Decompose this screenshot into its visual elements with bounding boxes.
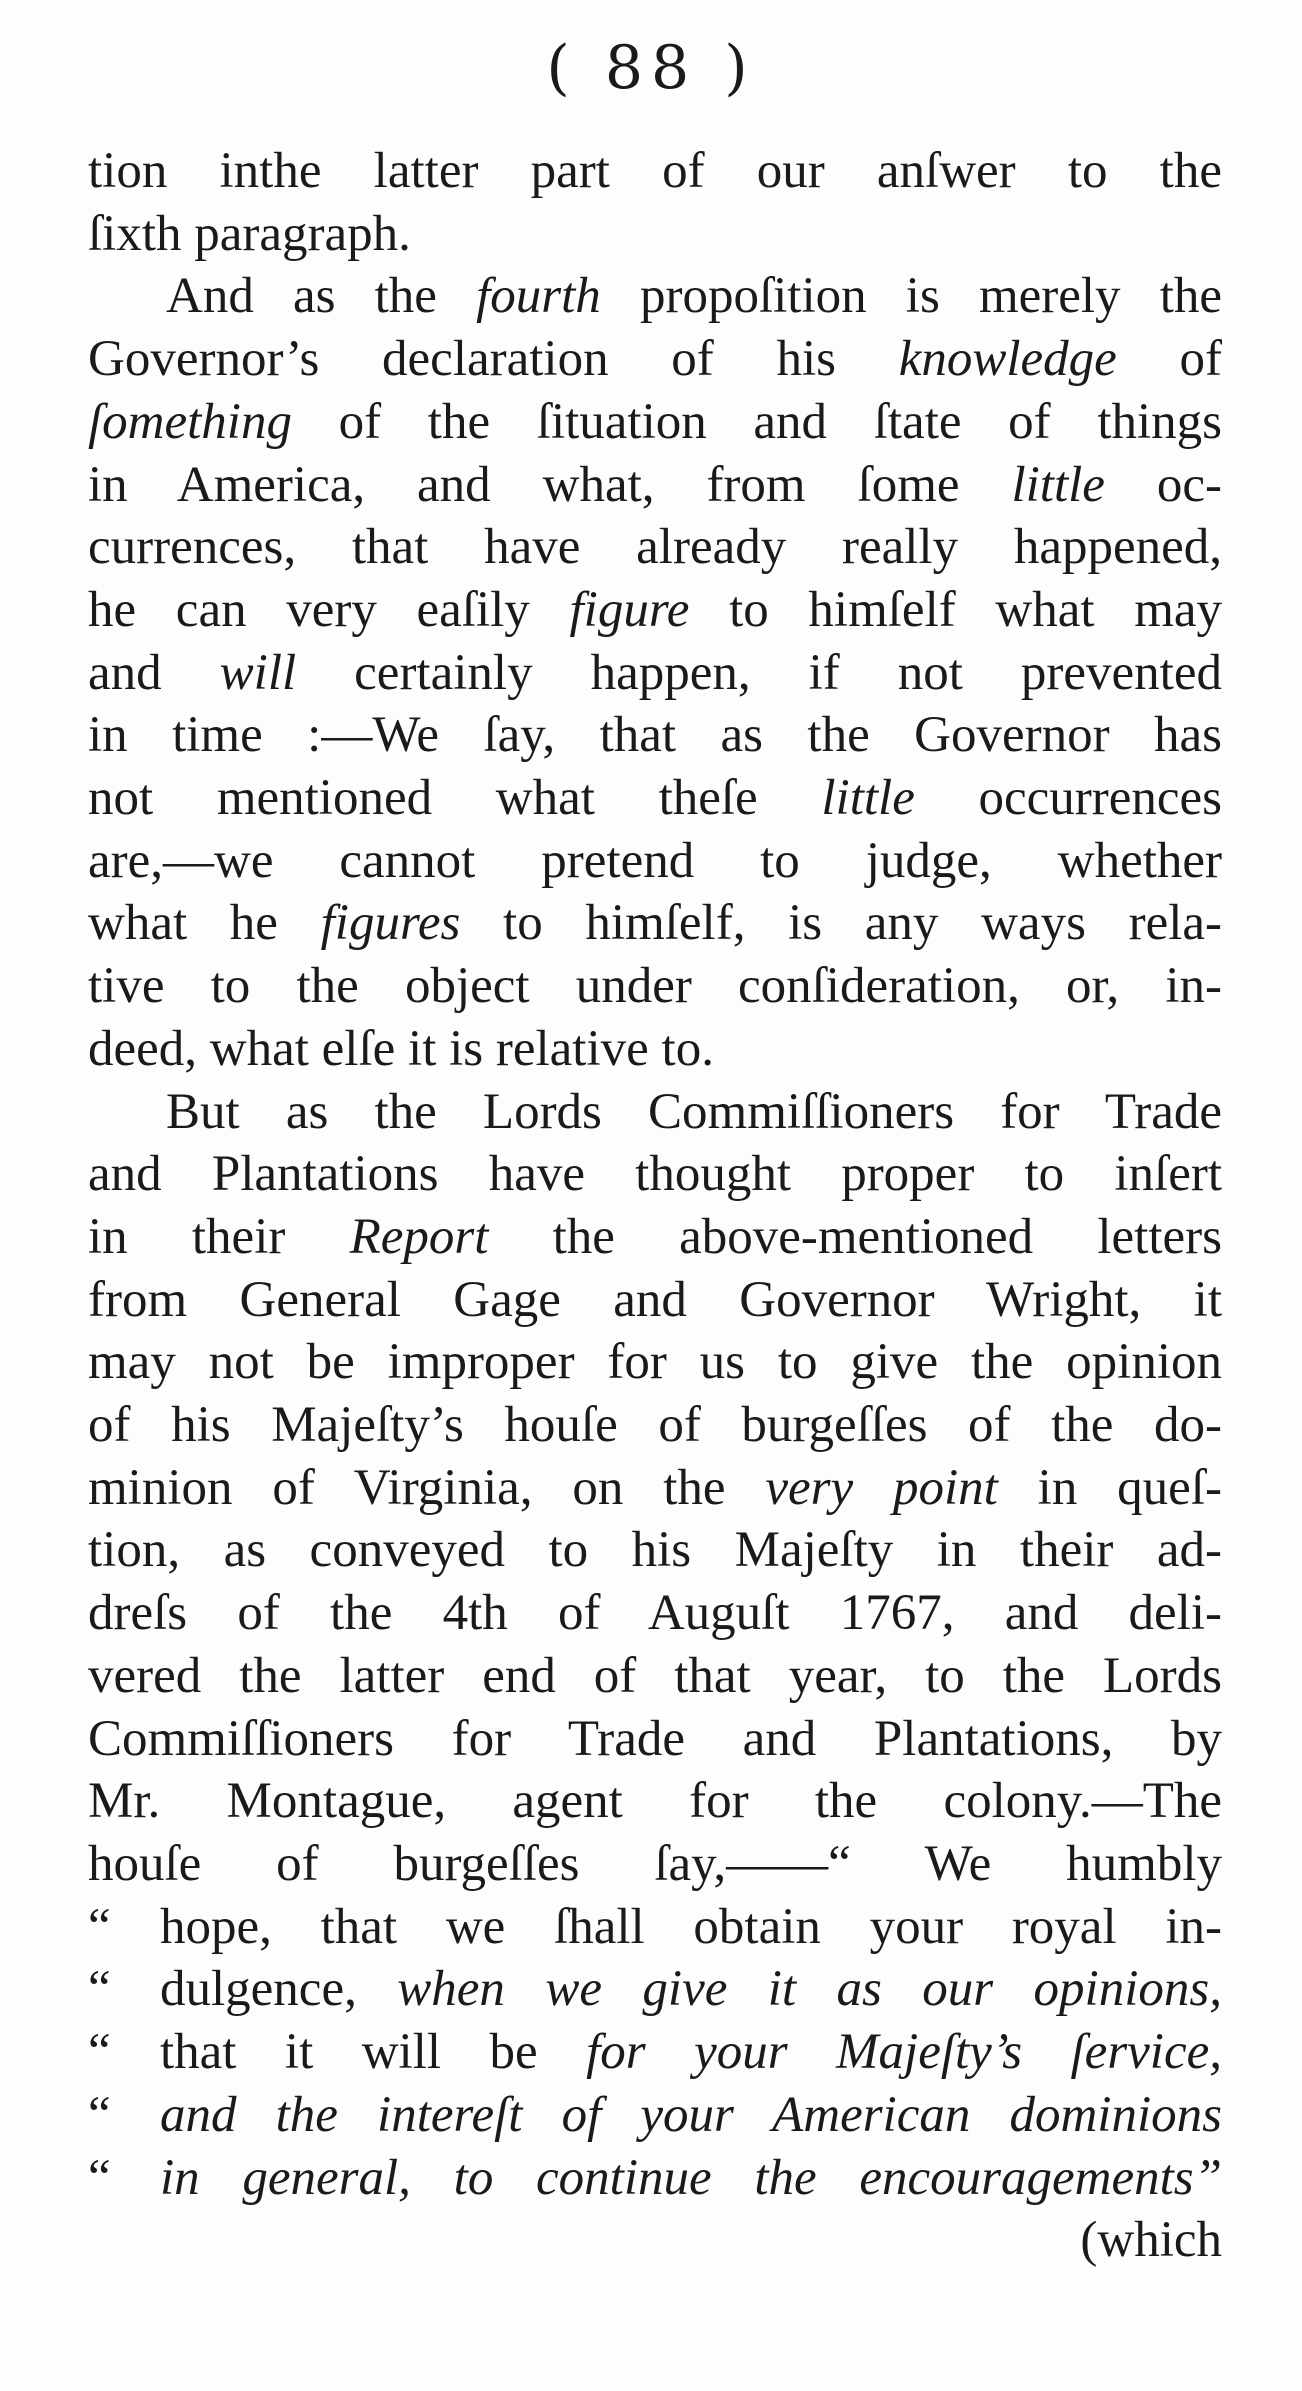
text-segment: in time :—We ſay, that as the Governor has [88, 707, 1222, 764]
page-number: ( 88 ) [546, 33, 756, 103]
text-segment: tion inthe latter part of our anſwer to the [88, 143, 1222, 199]
text-line [88, 1331, 1222, 1394]
text-line [88, 1457, 1222, 1520]
text-line [88, 1519, 1222, 1582]
text-line [88, 642, 1222, 705]
text-segment: not mentioned what theſe [88, 770, 822, 827]
text-line [88, 1143, 1222, 1206]
text-segment: propoſition is merely the [600, 268, 1223, 325]
text-line [88, 454, 1222, 517]
italic-text: for your Majeſty’s ſervice, [586, 2024, 1222, 2081]
text-segment: and [88, 644, 220, 701]
text-segment: the above-mentioned letters [488, 1208, 1222, 1265]
quote-mark: “ [88, 1898, 111, 1955]
text-segment: deed, what elſe it is relative to. [88, 1020, 714, 1077]
italic-text: will [219, 644, 297, 701]
text-segment: of [1116, 331, 1222, 388]
text-segment: minion of Virginia, on the [88, 1459, 766, 1516]
text-segment: that it will be [160, 2024, 587, 2081]
text-line [88, 830, 1222, 893]
text-line [88, 203, 1222, 266]
text-line [88, 892, 1222, 955]
text-line [88, 1645, 1222, 1708]
text-line [88, 1394, 1222, 1457]
text-line [88, 767, 1222, 830]
text-line [88, 1708, 1222, 1771]
text-segment: and Plantations have thought proper to inſert [88, 1146, 1222, 1203]
text-segment: tive to the object under conſideration, or, in- [88, 958, 1222, 1015]
italic-text: little [1011, 456, 1105, 513]
text-line [88, 579, 1222, 642]
italic-text: fourth [476, 268, 601, 325]
text-line [88, 516, 1222, 579]
text-segment: hope, that we ſhall obtain your royal in- [160, 1898, 1222, 1955]
text-segment: what he [88, 895, 321, 952]
text-line [88, 704, 1222, 767]
text-segment: from General Gage and Governor Wright, it [88, 1271, 1222, 1328]
text-segment: Governor’s declaration of his [88, 331, 899, 388]
text-segment: he can very eaſily [88, 581, 570, 638]
text-segment: And as the [166, 268, 477, 325]
text-line [88, 2209, 1222, 2272]
text-segment: in their [88, 1208, 350, 1265]
text-line [88, 1081, 1222, 1144]
quote-mark: “ [88, 2024, 111, 2081]
text-line [88, 1833, 1222, 1896]
text-segment: vered the latter end of that year, to the Lords [88, 1647, 1222, 1704]
italic-text: little [821, 770, 915, 827]
quote-mark: “ [88, 2086, 111, 2143]
quote-mark: “ [88, 2149, 111, 2206]
text-line [88, 1896, 1222, 1959]
text-segment: in queſ- [997, 1459, 1222, 1516]
text-segment: of the ſituation and ſtate of things [291, 393, 1222, 450]
text-line [88, 2021, 1222, 2084]
text-segment: to himſelf what may [689, 581, 1222, 638]
italic-text: and the intereſt of your American dominions [160, 2086, 1222, 2143]
text-line [88, 1018, 1222, 1081]
text-segment: ſixth paragraph. [88, 205, 411, 262]
text-segment: of his Majeſty’s houſe of burgeſſes of the do- [88, 1397, 1222, 1454]
text-line [88, 1582, 1222, 1645]
text-segment: tion, as conveyed to his Majeſty in their ad- [88, 1522, 1222, 1579]
italic-text: very point [765, 1459, 998, 1516]
text-line [88, 140, 1222, 203]
text-line [88, 2147, 1222, 2210]
text-segment: oc- [1104, 456, 1222, 513]
text-line [88, 328, 1222, 391]
text-line [88, 1206, 1222, 1269]
text-segment: dreſs of the 4th of Auguſt 1767, and deli- [88, 1585, 1222, 1642]
text-segment: in America, and what, from ſome [88, 456, 1012, 513]
text-line [88, 1958, 1222, 2021]
italic-text: figures [320, 895, 461, 952]
text-line [88, 1770, 1222, 1833]
text-line [88, 391, 1222, 454]
text-segment: are,—we cannot pretend to judge, whether [88, 832, 1222, 889]
italic-text: when we give it as our opinions, [397, 1961, 1222, 2018]
body-text [88, 140, 1222, 2272]
italic-text: knowledge [898, 331, 1117, 388]
text-line [88, 265, 1222, 328]
text-segment: Commiſſioners for Trade and Plantations, by [88, 1710, 1222, 1767]
text-segment: (which [1080, 2212, 1222, 2269]
text-segment: occurrences [914, 770, 1223, 827]
text-segment: certainly happen, if not prevented [296, 644, 1222, 701]
italic-text: Report [349, 1208, 489, 1265]
text-line [88, 1269, 1222, 1332]
text-segment: currences, that have already really happened, [88, 519, 1222, 576]
text-segment: houſe of burgeſſes ſay,——“ We humbly [88, 1835, 1222, 1892]
italic-text: ſomething [88, 393, 292, 450]
text-segment: But as the Lords Commiſſioners for Trade [166, 1083, 1222, 1140]
text-segment: dulgence, [160, 1961, 398, 2018]
italic-text: in general, to continue the encouragements” [160, 2149, 1222, 2206]
quote-mark: “ [88, 1961, 111, 2018]
italic-text: figure [569, 581, 690, 638]
text-line [88, 955, 1222, 1018]
text-line [88, 2084, 1222, 2147]
text-segment: Mr. Montague, agent for the colony.—The [88, 1773, 1222, 1830]
text-segment: may not be improper for us to give the opinion [88, 1334, 1222, 1391]
text-segment: to himſelf, is any ways rela- [460, 895, 1222, 952]
